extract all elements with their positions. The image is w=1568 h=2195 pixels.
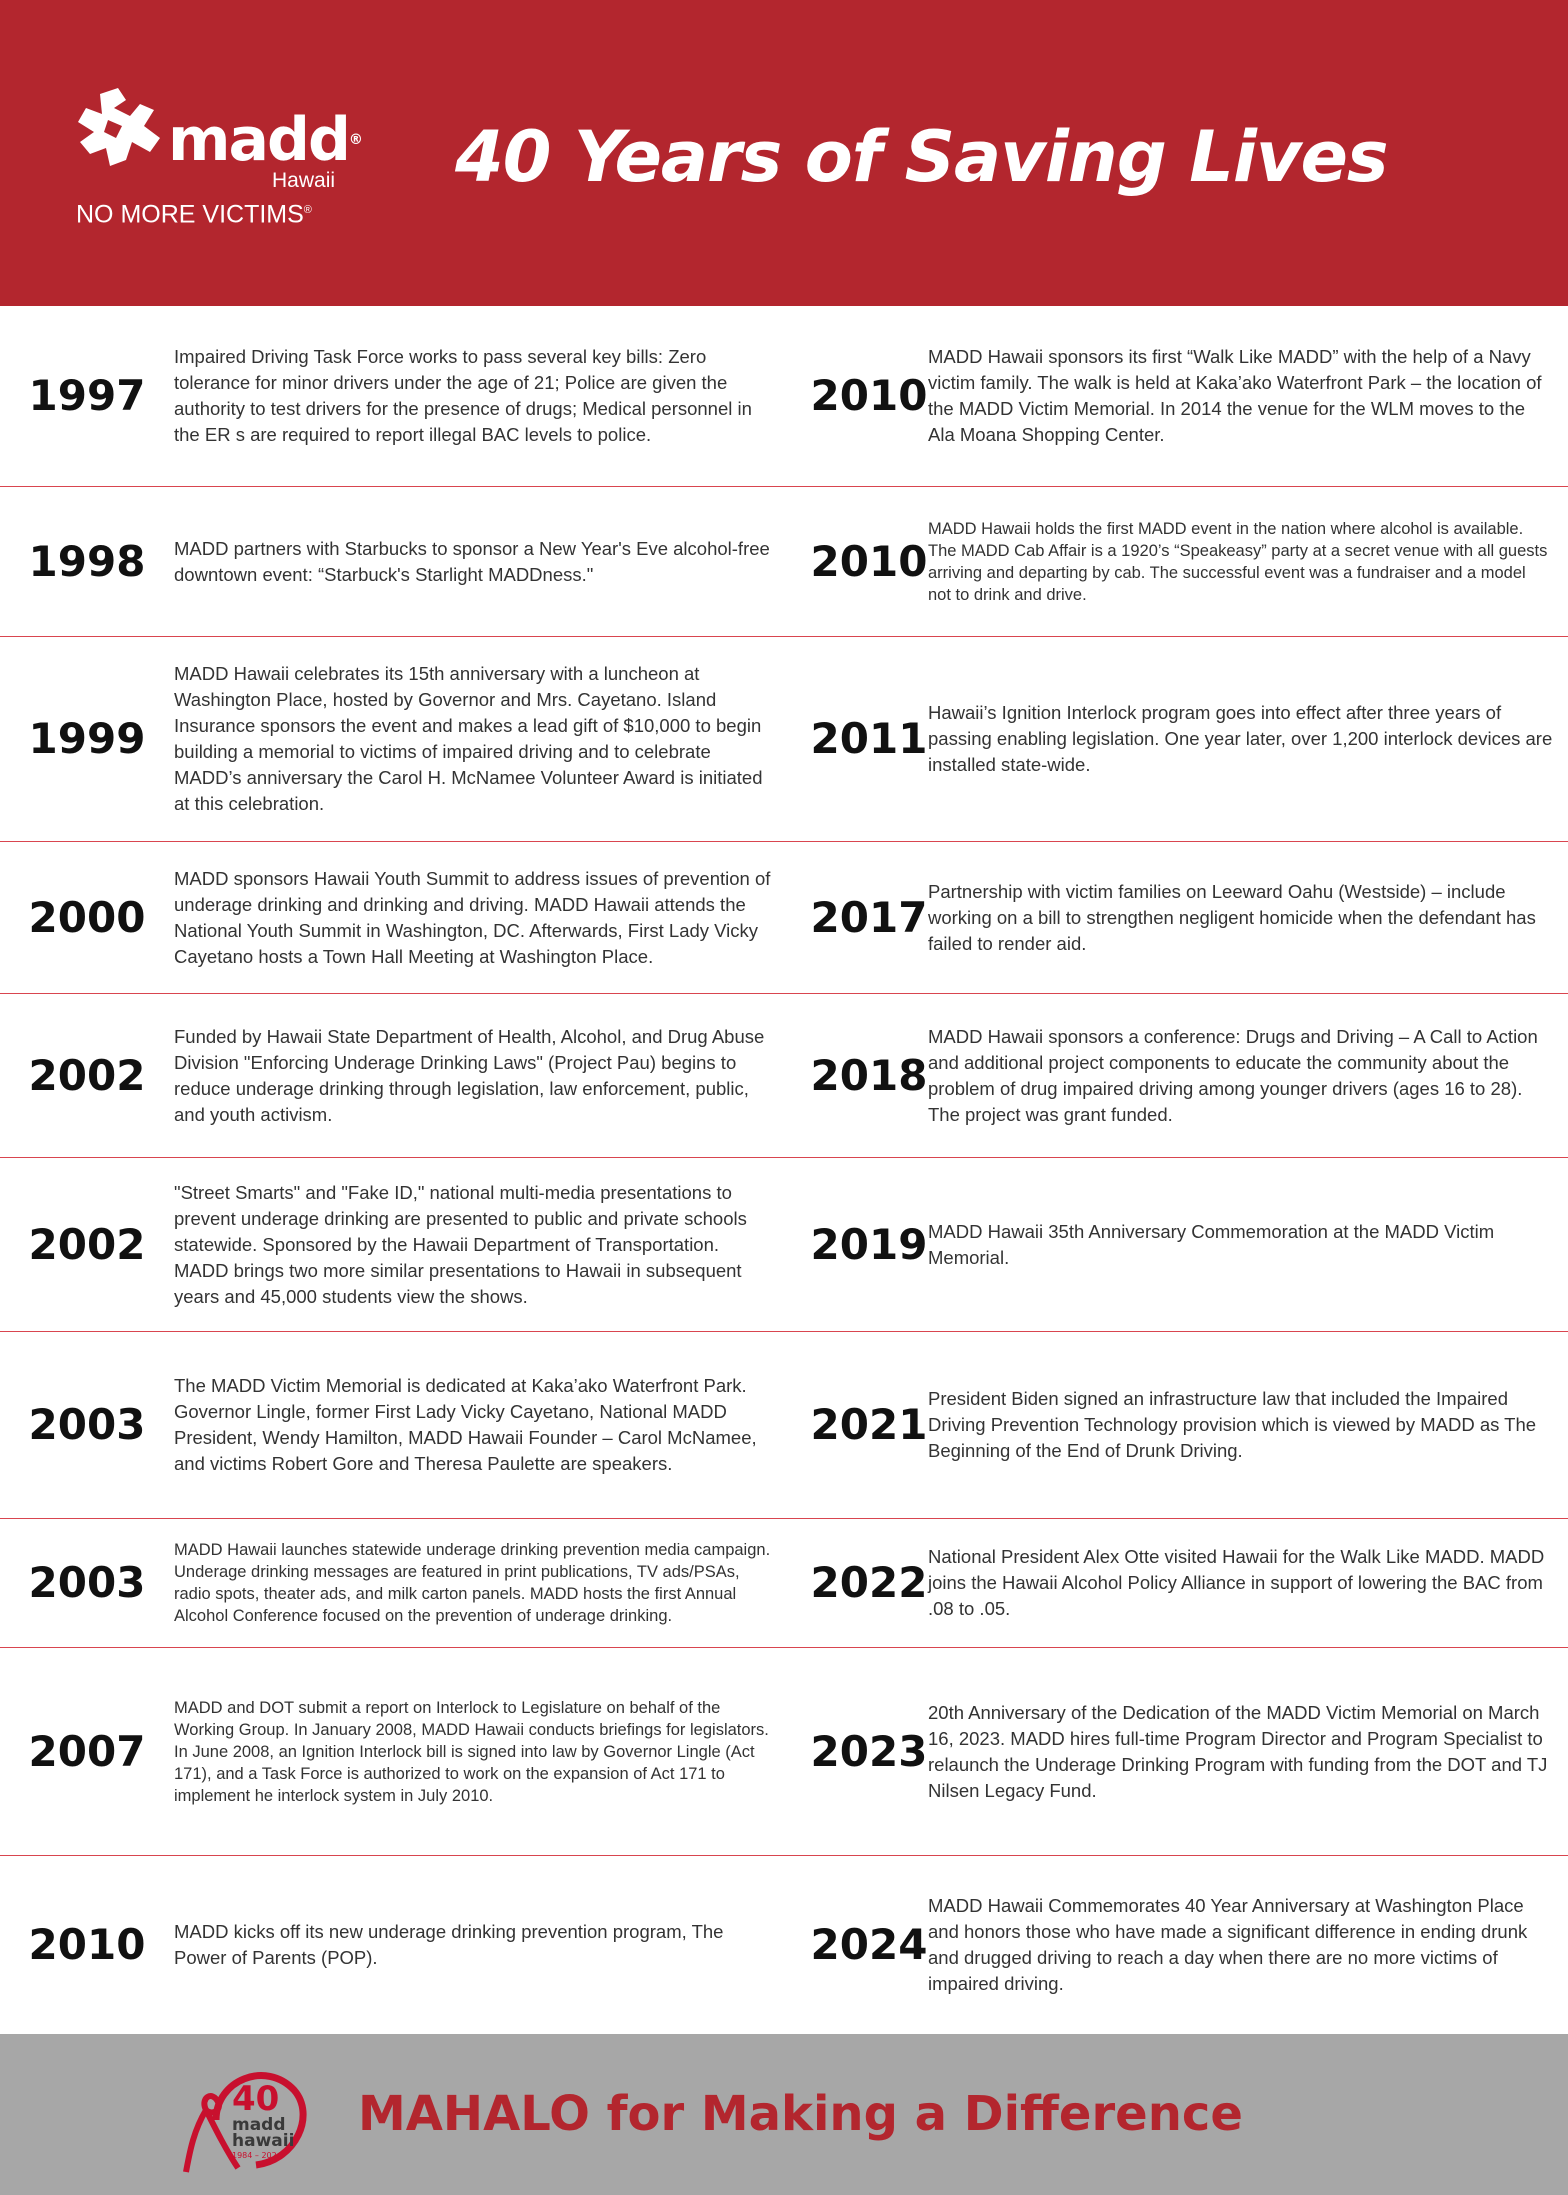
timeline-entry: [0, 1648, 784, 1855]
timeline-row: [0, 1158, 1568, 1332]
timeline-entry: [0, 637, 784, 841]
entry-year: 2017: [810, 892, 928, 942]
entry-text: Hawaii’s Ignition Interlock program goes into effect after three years of passing enabling legislation. One year later, over 1,200 interlock devices are installed state-wide.: [928, 702, 1553, 775]
timeline-entry: [0, 306, 784, 486]
timeline-entry: [784, 306, 1568, 486]
timeline-entry: [0, 1519, 784, 1647]
entry-text: MADD Hawaii sponsors its first “Walk Like MADD” with the help of a Navy victim family. The walk is held at Kaka’ako Waterfront Park – the location of the MADD Victim Memorial. In 2014 the venue for the WLM moves to the Ala Moana Shopping Center.: [928, 346, 1542, 445]
timeline-entry: [784, 842, 1568, 993]
entry-year: 2019: [810, 1219, 928, 1269]
entry-year: 2023: [810, 1726, 928, 1776]
entry-text: MADD Hawaii 35th Anniversary Commemoration at the MADD Victim Memorial.: [928, 1220, 1495, 1268]
timeline-entry: [784, 1332, 1568, 1518]
timeline-row: [0, 1332, 1568, 1519]
entry-text: MADD sponsors Hawaii Youth Summit to address issues of prevention of underage drinking and drinking and driving. MADD Hawaii attends the National Youth Summit in Washington, DC. Afterwards, First Lady Vicky Cayetano hosts a Town Hall Meeting at Washington Place.: [174, 867, 771, 967]
timeline-entry: [784, 1648, 1568, 1855]
timeline-entry: [784, 1856, 1568, 2034]
timeline-entry: [0, 487, 784, 636]
entry-year: 2002: [28, 1219, 146, 1269]
badge-line1: madd: [232, 2115, 286, 2135]
timeline-row: [0, 1648, 1568, 1856]
timeline-entry: [784, 1158, 1568, 1331]
entry-text: MADD partners with Starbucks to sponsor a New Year's Eve alcohol-free downtown event: “Starbuck's Starlight MADDness.": [174, 537, 770, 585]
entry-year: 1999: [28, 714, 146, 763]
entry-year: 2011: [810, 714, 928, 763]
logo-tagline: NO MORE VICTIMS®: [76, 200, 312, 229]
entry-year: 2003: [28, 1558, 146, 1607]
timeline-entry: [784, 487, 1568, 636]
badge-line2: hawaii: [232, 2131, 295, 2151]
entry-year: 2010: [810, 371, 928, 420]
timeline-entry: [0, 842, 784, 993]
entry-text: Funded by Hawaii State Department of Health, Alcohol, and Drug Abuse Division "Enforcing Underage Drinking Laws" (Project Pau) begins to reduce underage drinking through legislation, law enforcement, public, and youth activism.: [174, 1025, 765, 1125]
timeline-row: [0, 637, 1568, 842]
timeline-row: [0, 1856, 1568, 2034]
entry-year: 2003: [28, 1400, 146, 1449]
entry-text: MADD Hawaii holds the first MADD event in the nation where alcohol is available. The MADD Cab Affair is a 1920’s “Speakeasy” party at a secret venue with all guests arriving and departing by cab. The successful event was a fundraiser and a model not to drink and drive.: [928, 519, 1548, 604]
entry-year: 1998: [28, 536, 146, 586]
footer-message: MAHALO for Making a Difference: [358, 2086, 1243, 2142]
timeline-row: [0, 842, 1568, 994]
timeline-entry: [784, 994, 1568, 1157]
entry-year: 2021: [810, 1400, 928, 1449]
timeline-entry: [784, 637, 1568, 841]
entry-text: MADD Hawaii sponsors a conference: Drugs and Driving – A Call to Action and additional project components to educate the community about the problem of drug impaired driving among younger drivers (ages 16 to 28). The project was grant funded.: [928, 1025, 1538, 1125]
timeline-row: [0, 1519, 1568, 1648]
entry-text: Partnership with victim families on Leeward Oahu (Westside) – include working on a bill to strengthen negligent homicide when the defendant has failed to render aid.: [928, 880, 1536, 954]
timeline-entry: [0, 1856, 784, 2034]
timeline-row: [0, 994, 1568, 1158]
entry-text: 20th Anniversary of the Dedication of the MADD Victim Memorial on March 16, 2023. MADD hires full-time Program Director and Program Specialist to relaunch the Underage Drinking Program with funding from the DOT and TJ Nilsen Legacy Fund.: [928, 1701, 1548, 1801]
timeline-entry: [784, 1519, 1568, 1647]
entry-year: 2024: [810, 1920, 928, 1969]
madd-figure-icon: [70, 86, 180, 176]
entry-text: National President Alex Otte visited Hawaii for the Walk Like MADD. MADD joins the Hawaii Alcohol Policy Alliance in support of lowering the BAC from .08 to .05.: [928, 1546, 1545, 1619]
entry-text: President Biden signed an infrastructure law that included the Impaired Driving Prevention Technology provision which is viewed by MADD as The Beginning of the End of Drunk Driving.: [928, 1388, 1537, 1461]
entry-text: "Street Smarts" and "Fake ID," national multi-media presentations to prevent underage drinking are presented to public and private schools statewide. Sponsored by the Hawaii Department of Transportation. MADD brings two more similar presentations to Hawaii in subsequent years and 45,000 students view the shows.: [174, 1181, 747, 1307]
entry-text: Impaired Driving Task Force works to pass several key bills: Zero tolerance for minor drivers under the age of 21; Police are given the authority to test drivers for the presence of drugs; Medical personnel in the ER s are required to report illegal BAC levels to police.: [174, 346, 752, 445]
timeline-row: [0, 306, 1568, 487]
logo-wordmark: madd®: [168, 105, 363, 175]
entry-text: MADD kicks off its new underage drinking prevention program, The Power of Parents (POP).: [174, 1921, 724, 1968]
entry-text: MADD and DOT submit a report on Interlock to Legislature on behalf of the Working Group. In January 2008, MADD Hawaii conducts briefings for legislators. In June 2008, an Ignition Interlock bill is signed into law by Governor Lingle (Act 171), and a Task Force is authorized to work on the expansion of Act 171 to implement he interlock system in July 2010.: [174, 1698, 769, 1805]
header-banner: [0, 0, 1568, 306]
entry-year: 2010: [28, 1920, 146, 1969]
entry-text: MADD Hawaii launches statewide underage drinking prevention media campaign. Underage drinking messages are featured in print publications, TV ads/PSAs, radio spots, theater ads, and milk carton panels. MADD hosts the first Annual Alcohol Conference focused on the prevention of underage drinking.: [174, 1541, 771, 1625]
entry-text: The MADD Victim Memorial is dedicated at Kaka’ako Waterfront Park. Governor Lingle, former First Lady Vicky Cayetano, National MADD President, Wendy Hamilton, MADD Hawaii Founder – Carol McNamee, and victims Robert Gore and Theresa Paulette are speakers.: [174, 1375, 757, 1474]
entry-year: 2010: [810, 536, 928, 586]
timeline-row: [0, 487, 1568, 637]
timeline-entry: [0, 1158, 784, 1331]
entry-text: MADD Hawaii celebrates its 15th anniversary with a luncheon at Washington Place, hosted by Governor and Mrs. Cayetano. Island Insurance sponsors the event and makes a lead gift of $10,000 to begin building a memorial to victims of impaired driving and to celebrate MADD’s anniversary the Carol H. McNamee Volunteer Award is initiated at this celebration.: [174, 663, 763, 814]
badge-number: 40: [232, 2079, 280, 2119]
entry-year: 2018: [810, 1050, 928, 1100]
entry-year: 1997: [28, 371, 146, 420]
madd-40-anniversary-badge: [176, 2050, 336, 2180]
footer-banner: [0, 2034, 1568, 2195]
entry-year: 2007: [28, 1726, 146, 1776]
badge-years: 1984 – 2024: [232, 2151, 282, 2160]
timeline-entry: [0, 1332, 784, 1518]
entry-year: 2002: [28, 1050, 146, 1100]
entry-year: 2000: [28, 892, 146, 942]
logo-subtitle: Hawaii: [272, 169, 336, 192]
timeline-entry: [0, 994, 784, 1157]
page-title: 40 Years of Saving Lives: [455, 116, 1388, 198]
timeline-grid: [0, 306, 1568, 2034]
entry-text: MADD Hawaii Commemorates 40 Year Anniversary at Washington Place and honors those who have made a significant difference in ending drunk and drugged driving to reach a day when there are no more victims of impaired driving.: [928, 1895, 1528, 1994]
entry-year: 2022: [810, 1558, 928, 1607]
madd-hawaii-logo: [70, 86, 370, 236]
